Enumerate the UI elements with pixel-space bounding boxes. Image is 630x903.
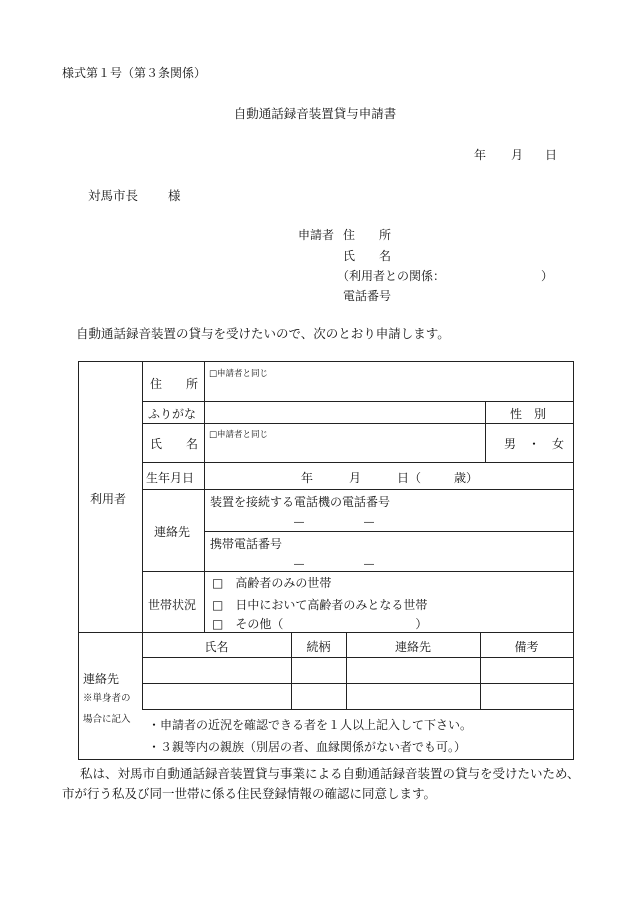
consent-text: 私は、対馬市自動通話録音装置貸与事業による自動通話録音装置の貸与を受けたいため、市が行う私及び同一世帯に係る住民登録情報の確認に同意します。 bbox=[62, 766, 580, 801]
household-label: 世帯状況 bbox=[148, 598, 197, 612]
furigana-field[interactable] bbox=[205, 402, 484, 422]
emergency-contact-label: 連絡先 bbox=[83, 672, 120, 686]
emergency-row-2-contact[interactable] bbox=[347, 684, 479, 708]
emergency-row-1-relationship[interactable] bbox=[292, 658, 345, 682]
user-address-field[interactable] bbox=[205, 362, 572, 400]
mobile-phone-dashes[interactable]: ― ― bbox=[294, 559, 374, 570]
applicant-name-label: 氏 名 bbox=[343, 249, 392, 263]
device-phone-dashes[interactable]: ― ― bbox=[294, 517, 374, 528]
emergency-row-2-name[interactable] bbox=[143, 684, 290, 708]
form-number: 様式第１号（第３条関係） bbox=[62, 66, 207, 80]
applicant-phone-label: 電話番号 bbox=[343, 289, 392, 303]
user-name-field[interactable] bbox=[205, 424, 484, 461]
birthdate-month-label: 月 bbox=[349, 471, 362, 485]
mobile-phone-label: 携帯電話番号 bbox=[210, 537, 283, 551]
emergency-row-1-contact[interactable] bbox=[347, 658, 479, 682]
address-same-as-applicant-checkbox[interactable]: □申請者と同じ bbox=[209, 369, 269, 379]
emergency-note-2: ・３親等内の親族（別居の者、血縁関係がない者でも可。） bbox=[148, 740, 467, 754]
emergency-note-1: ・申請者の近況を確認できる者を１人以上記入して下さい。 bbox=[148, 718, 473, 732]
household-option-elderly-only[interactable]: □ 高齢者のみの世帯 bbox=[212, 576, 332, 590]
user-contact-label: 連絡先 bbox=[154, 525, 191, 539]
col-header-relationship: 続柄 bbox=[306, 640, 331, 654]
birthdate-age-label: 歳） bbox=[454, 471, 479, 485]
household-option-daytime-elderly[interactable]: □ 日中において高齢者のみとなる世帯 bbox=[212, 598, 428, 612]
gender-options[interactable]: 男 ・ 女 bbox=[504, 437, 565, 451]
device-phone-label: 装置を接続する電話機の電話番号 bbox=[210, 495, 391, 509]
document-title: 自動通話録音装置貸与申請書 bbox=[233, 106, 397, 121]
emergency-row-2-relationship[interactable] bbox=[292, 684, 345, 708]
col-header-remarks: 備考 bbox=[514, 640, 539, 654]
furigana-label: ふりがな bbox=[148, 407, 197, 421]
application-form-table bbox=[78, 361, 574, 760]
user-name-label: 氏 名 bbox=[150, 437, 199, 451]
addressee-name: 対馬市長 bbox=[88, 188, 139, 203]
date-year-label: 年 bbox=[474, 148, 487, 162]
household-option-other[interactable]: □ その他（ ） bbox=[212, 617, 428, 631]
date-day-label: 日 bbox=[545, 148, 558, 162]
intro-text: 自動通話録音装置の貸与を受けたいので、次のとおり申請します。 bbox=[76, 326, 450, 341]
applicant-relation-open: （利用者との関係： bbox=[337, 269, 446, 283]
birthdate-day-label: 日（ bbox=[397, 471, 422, 485]
addressee-honorific: 様 bbox=[168, 188, 181, 203]
gender-label: 性 別 bbox=[510, 407, 547, 421]
birthdate-year-label: 年 bbox=[301, 471, 314, 485]
applicant-relation-close: ） bbox=[541, 269, 554, 283]
name-same-as-applicant-checkbox[interactable]: □申請者と同じ bbox=[209, 430, 269, 440]
emergency-row-2-remarks[interactable] bbox=[481, 684, 572, 708]
emergency-row-1-remarks[interactable] bbox=[481, 658, 572, 682]
col-header-contact: 連絡先 bbox=[394, 640, 431, 654]
applicant-address-label: 住 所 bbox=[343, 228, 392, 242]
user-address-label: 住 所 bbox=[150, 377, 199, 391]
birthdate-label: 生年月日 bbox=[146, 471, 195, 485]
date-month-label: 月 bbox=[511, 148, 524, 162]
emergency-sub-note-1: ※単身者の bbox=[83, 693, 131, 704]
emergency-sub-note-2: 場合に記入 bbox=[83, 714, 131, 725]
col-header-name: 氏名 bbox=[204, 640, 229, 654]
applicant-label: 申請者 bbox=[298, 228, 335, 242]
emergency-row-1-name[interactable] bbox=[143, 658, 290, 682]
user-section-label: 利用者 bbox=[90, 492, 127, 506]
